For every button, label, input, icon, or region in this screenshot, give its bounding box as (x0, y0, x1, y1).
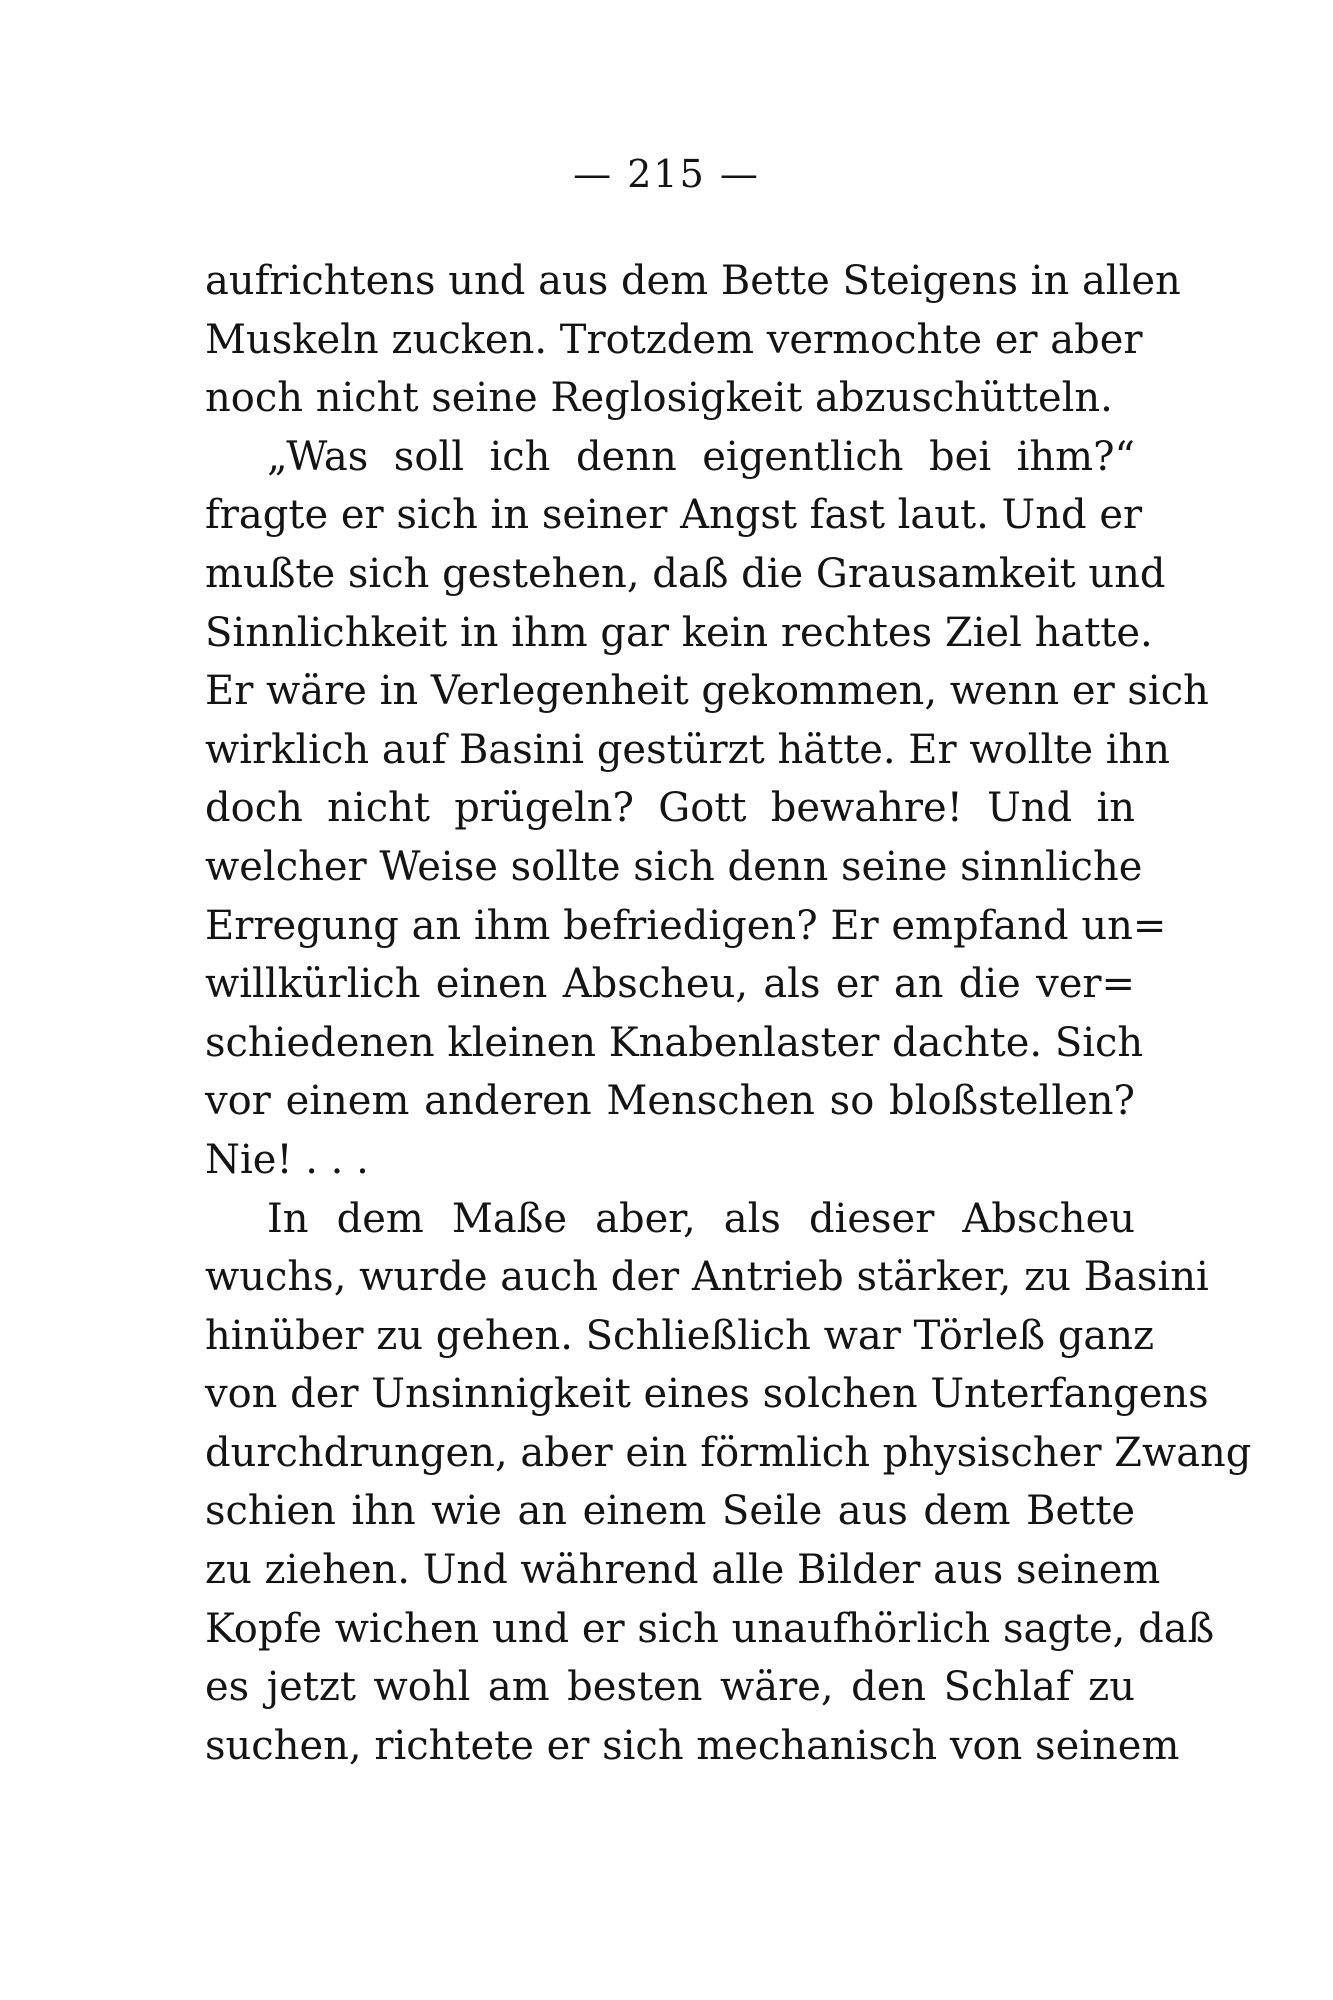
text-line: Nie! . . . (205, 1136, 369, 1183)
paragraph-start-line: In dem Maße aber, als dieser Abscheu (267, 1195, 1135, 1242)
text-line: Sinnlichkeit in ihm gar kein rechtes Ziel hatte. (205, 609, 1153, 656)
text-line: suchen, richtete er sich mechanisch von seinem (205, 1722, 1180, 1769)
text-line: zu ziehen. Und während alle Bilder aus seinem (205, 1547, 1161, 1594)
body-text (205, 252, 1252, 1775)
text-line: Muskeln zucken. Trotzdem vermochte er aber (205, 316, 1143, 363)
text-line: noch nicht seine Reglosigkeit abzuschütteln. (205, 375, 1113, 422)
text-line: durchdrungen, aber ein förmlich physischer Zwang (205, 1429, 1252, 1476)
text-line: aufrichtens und aus dem Bette Steigens in allen (205, 258, 1181, 304)
text-line: Erregung an ihm befriedigen? Er empfand un= (205, 902, 1167, 949)
text-line: mußte sich gestehen, daß die Grausamkeit und (205, 550, 1166, 597)
text-line: Er wäre in Verlegenheit gekommen, wenn er sich (205, 668, 1209, 715)
text-line: es jetzt wohl am besten wäre, den Schlaf zu (205, 1664, 1135, 1711)
text-line: Kopfe wichen und er sich unaufhörlich sagte, daß (205, 1605, 1215, 1652)
text-line: schiedenen kleinen Knabenlaster dachte. Sich (205, 1019, 1144, 1066)
text-line: vor einem anderen Menschen so bloßstellen? (205, 1078, 1135, 1125)
paragraph-start-line: „Was soll ich denn eigentlich bei ihm?“ (267, 433, 1135, 480)
text-line: von der Unsinnigkeit eines solchen Unterfangens (205, 1371, 1209, 1418)
text-line: doch nicht prügeln? Gott bewahre! Und in (205, 785, 1135, 832)
text-line: schien ihn wie an einem Seile aus dem Bette (205, 1488, 1135, 1535)
text-line: willkürlich einen Abscheu, als er an die ver= (205, 961, 1135, 1008)
text-line: hinüber zu gehen. Schließlich war Törleß ganz (205, 1312, 1155, 1359)
text-line: wirklich auf Basini gestürzt hätte. Er wollte ihn (205, 726, 1171, 773)
page-number: — 215 — (573, 152, 760, 196)
text-line: fragte er sich in seiner Angst fast laut. Und er (205, 492, 1143, 539)
text-line: wuchs, wurde auch der Antrieb stärker, zu Basini (205, 1254, 1209, 1301)
text-line: welcher Weise sollte sich denn seine sinnliche (205, 843, 1143, 890)
